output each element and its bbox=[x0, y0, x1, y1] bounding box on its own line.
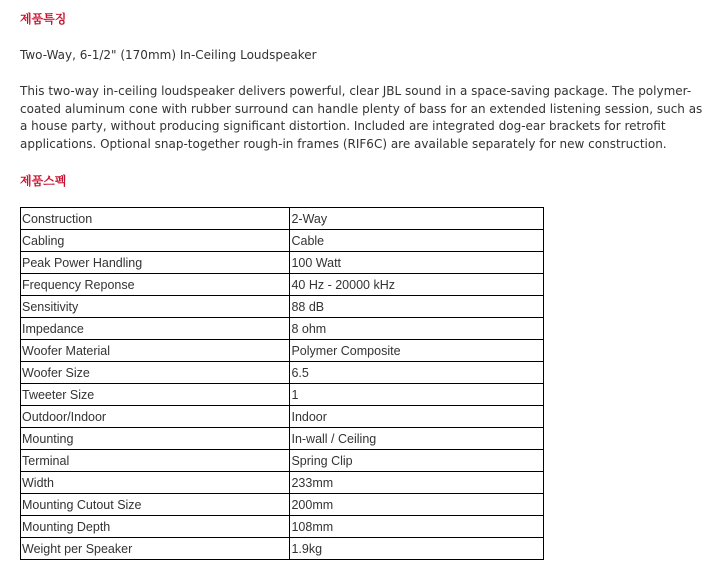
spec-value: Indoor bbox=[290, 406, 544, 428]
spec-label: Mounting Cutout Size bbox=[21, 494, 290, 516]
spec-label: Weight per Speaker bbox=[21, 538, 290, 560]
spec-value: 40 Hz - 20000 kHz bbox=[290, 274, 544, 296]
spec-row bbox=[21, 296, 544, 318]
spec-row bbox=[21, 494, 544, 516]
spec-value: 233mm bbox=[290, 472, 544, 494]
spec-row bbox=[21, 384, 544, 406]
spec-row bbox=[21, 318, 544, 340]
spec-value: 108mm bbox=[290, 516, 544, 538]
spec-row bbox=[21, 340, 544, 362]
spec-value: 100 Watt bbox=[290, 252, 544, 274]
features-heading: 제품특징 bbox=[20, 12, 67, 26]
spec-label: Mounting bbox=[21, 428, 290, 450]
specs-heading: 제품스펙 bbox=[20, 174, 67, 188]
spec-label: Tweeter Size bbox=[21, 384, 290, 406]
product-description: This two-way in-ceiling loudspeaker delivers powerful, clear JBL sound in a space-saving package. The polymer-coated aluminum cone with rubber surround can handle plenty of bass for an extended listening session, such as a house party, without producing significant distortion. Included are integrated dog-ear brackets for retrofit applications. Optional snap-together rough-in frames (RIF6C) are available separately for new construction. bbox=[20, 84, 703, 151]
spec-row bbox=[21, 472, 544, 494]
spec-row bbox=[21, 450, 544, 472]
spec-row bbox=[21, 538, 544, 560]
spec-value: 88 dB bbox=[290, 296, 544, 318]
spec-value: 1 bbox=[290, 384, 544, 406]
product-subtitle: Two-Way, 6-1/2" (170mm) In-Ceiling Loudspeaker bbox=[20, 48, 317, 62]
spec-label: Terminal bbox=[21, 450, 290, 472]
spec-value: 6.5 bbox=[290, 362, 544, 384]
spec-row bbox=[21, 516, 544, 538]
spec-row bbox=[21, 406, 544, 428]
spec-row bbox=[21, 230, 544, 252]
spec-label: Construction bbox=[21, 208, 290, 230]
spec-table-body bbox=[21, 208, 544, 560]
spec-value: Cable bbox=[290, 230, 544, 252]
spec-label: Sensitivity bbox=[21, 296, 290, 318]
spec-value: Polymer Composite bbox=[290, 340, 544, 362]
spec-label: Mounting Depth bbox=[21, 516, 290, 538]
spec-label: Frequency Reponse bbox=[21, 274, 290, 296]
spec-row bbox=[21, 252, 544, 274]
spec-value: 8 ohm bbox=[290, 318, 544, 340]
spec-value: 200mm bbox=[290, 494, 544, 516]
spec-value: 1.9kg bbox=[290, 538, 544, 560]
spec-label: Woofer Material bbox=[21, 340, 290, 362]
spec-row bbox=[21, 274, 544, 296]
spec-label: Impedance bbox=[21, 318, 290, 340]
spec-value: Spring Clip bbox=[290, 450, 544, 472]
spec-value: 2-Way bbox=[290, 208, 544, 230]
spec-row bbox=[21, 428, 544, 450]
spec-value: In-wall / Ceiling bbox=[290, 428, 544, 450]
spec-label: Woofer Size bbox=[21, 362, 290, 384]
spec-label: Peak Power Handling bbox=[21, 252, 290, 274]
spec-table bbox=[20, 207, 544, 560]
spec-label: Outdoor/Indoor bbox=[21, 406, 290, 428]
spec-row bbox=[21, 362, 544, 384]
spec-row bbox=[21, 208, 544, 230]
spec-label: Cabling bbox=[21, 230, 290, 252]
spec-label: Width bbox=[21, 472, 290, 494]
